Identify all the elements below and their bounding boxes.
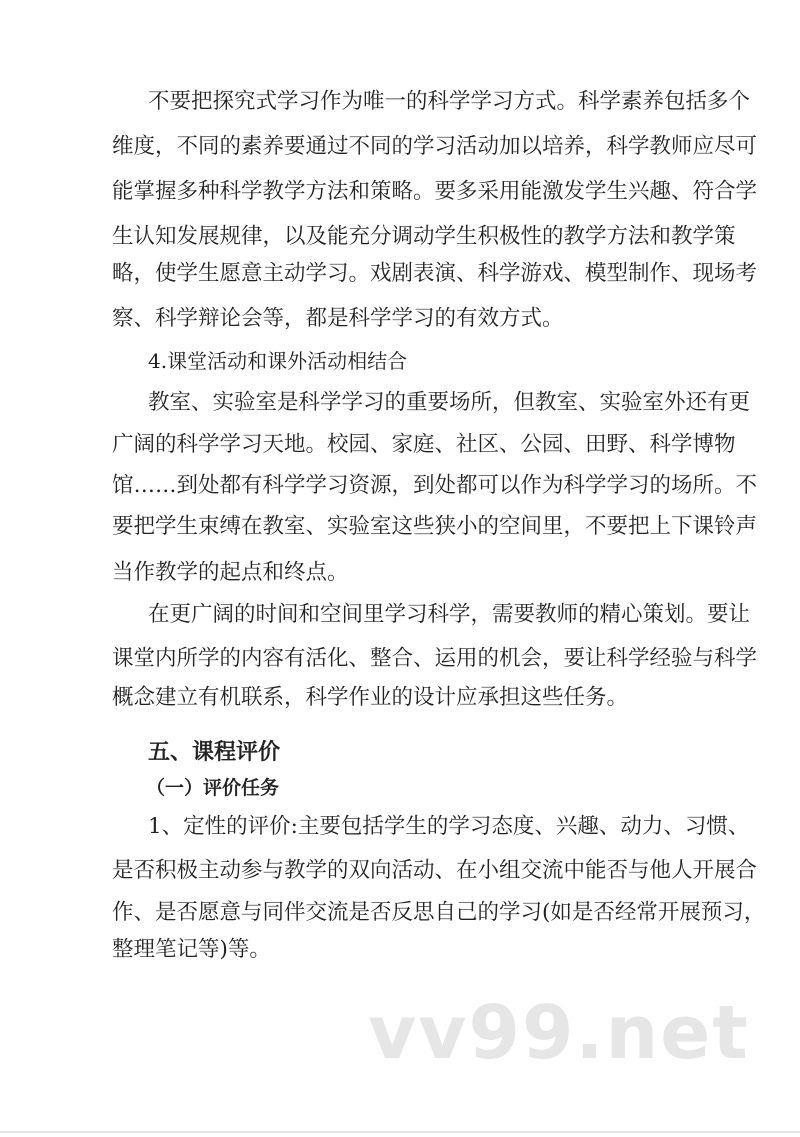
para4-line-2: 是否积极主动参与教学的双向活动、在小组交流中能否与他人开展合: [112, 858, 758, 883]
para4-line-1: 1、定性的评价:主要包括学生的学习态度、兴趣、动力、习惯、: [148, 814, 750, 839]
watermark: vv99.net: [368, 990, 750, 1076]
para1-line-4: 生认知发展规律，以及能充分调动学生积极性的教学方法和教学策: [112, 224, 736, 249]
para3-line-1: 在更广阔的时间和空间里学习科学，需要教师的精心策划。要让: [148, 602, 751, 627]
para4-line-4: 整理笔记等)等。: [112, 937, 271, 962]
para3-line-2: 课堂内所学的内容有活化、整合、运用的机会，要让科学经验与科学: [112, 646, 758, 671]
para2-line-3: 馆……到处都有科学学习资源，到处都可以作为科学学习的场所。不: [112, 473, 758, 498]
para4-line-3: 作、是否愿意与同伴交流是否反思自己的学习(如是否经常开展预习，: [112, 900, 766, 925]
page-bottom-edge: [0, 1131, 800, 1133]
para1-line-2: 维度，不同的素养要通过不同的学习活动加以培养，科学教师应尽可: [112, 134, 758, 159]
para2-line-5: 当作教学的起点和终点。: [112, 560, 349, 585]
para2-line-4: 要把学生束缚在教室、实验室这些狭小的空间里，不要把上下课铃声: [112, 514, 758, 539]
para1-line-5: 略，使学生愿意主动学习。戏剧表演、科学游戏、模型制作、现场考: [112, 261, 758, 286]
para1-line-6: 察、科学辩论会等，都是科学学习的有效方式。: [112, 306, 564, 331]
section-heading: 五、课程评价: [148, 740, 281, 765]
para1-line-3: 能掌握多种科学教学方法和策略。要多采用能激发学生兴趣、符合学: [112, 179, 758, 204]
subsection-heading: （一）评价任务: [146, 777, 280, 799]
subheading-4: 4.课堂活动和课外活动相结合: [148, 349, 408, 373]
para1-line-1: 不要把探究式学习作为唯一的科学学习方式。科学素养包括多个: [148, 89, 751, 114]
para2-line-1: 教室、实验室是科学学习的重要场所，但教室、实验室外还有更: [148, 390, 751, 415]
para3-line-3: 概念建立有机联系，科学作业的设计应承担这些任务。: [112, 685, 629, 710]
para2-line-2: 广阔的科学学习天地。校园、家庭、社区、公园、田野、科学博物: [112, 432, 736, 457]
